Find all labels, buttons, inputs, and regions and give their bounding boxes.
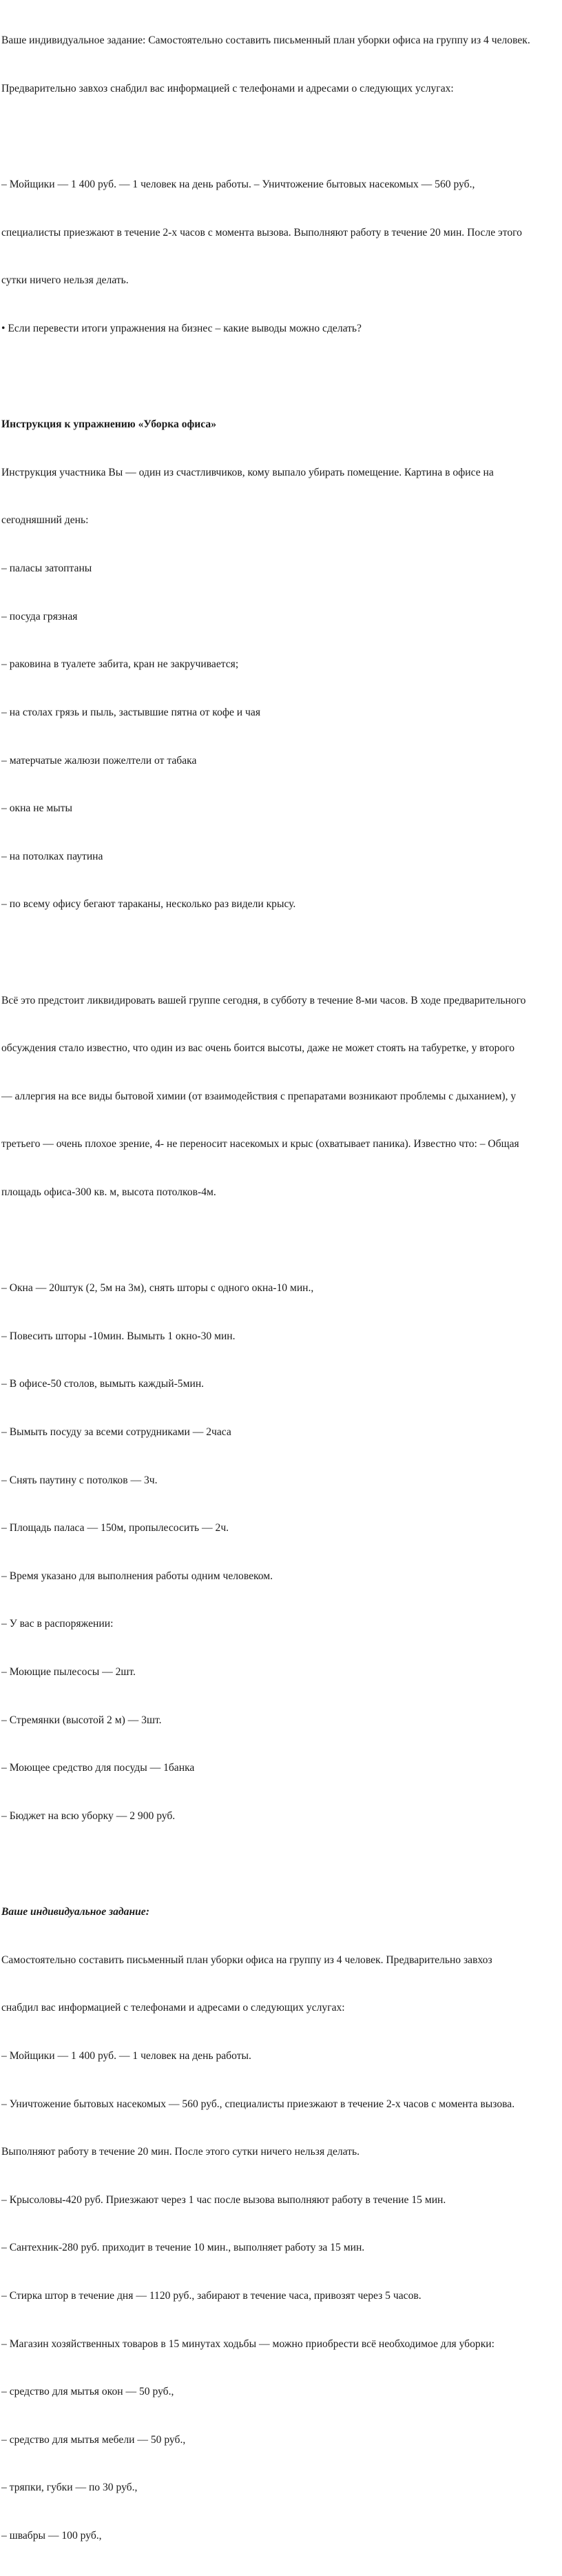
condition-item: – Стремянки (высотой 2 м) — 3шт. — [1, 1714, 162, 1726]
paragraph-gap — [1, 1856, 558, 1872]
service-item: Выполняют работу в течение 20 мин. После этого сутки ничего нельзя делать. — [1, 2146, 360, 2158]
service-item: – Сантехник-280 руб. приходит в течение 10 мин., выполняет работу за 15 мин. — [1, 2242, 365, 2254]
paragraph-gap — [1, 944, 558, 960]
business-question-line: • Если перевести итоги упражнения на бизнес – какие выводы можно сделать? — [1, 323, 362, 335]
task-line: снабдил вас информацией с телефонами и адресами о следующих услугах: — [1, 2002, 345, 2014]
paragraph-gap — [1, 129, 558, 145]
condition-item: – Повесить шторы -10мин. Вымыть 1 окно-30 мин. — [1, 1330, 236, 1342]
condition-item: – Бюджет на всю уборку — 2 900 руб. — [1, 1809, 176, 1822]
condition-item: – У вас в распоряжении: — [1, 1618, 114, 1630]
intro-paragraph — [1, 1, 558, 129]
situation-line: — аллергия на все виды бытовой химии (от взаимодействия с препаратами возникают проблемы с дыханием), у — [1, 1090, 517, 1102]
condition-item: – Площадь паласа — 150м, пропылесосить — 2ч. — [1, 1522, 229, 1534]
condition-item: – Моющие пылесосы — 2шт. — [1, 1666, 136, 1679]
services-summary-line: сутки ничего нельзя делать. — [1, 274, 129, 287]
condition-item: – В офисе-50 столов, вымыть каждый-5мин. — [1, 1378, 205, 1390]
office-condition-item: – матерчатые жалюзи пожелтели от табака — [1, 754, 197, 767]
instruction-section — [1, 385, 558, 944]
task-heading: Ваше индивидуальное задание: — [1, 1906, 149, 1918]
task-section — [1, 1872, 558, 2576]
office-condition-item: – раковина в туалете забита, кран не закручивается; — [1, 658, 239, 671]
intro-line: Ваше индивидуальное задание: Самостоятельно составить письменный план уборки офиса на группу из 4 человек. — [1, 34, 530, 47]
services-summary-paragraph — [1, 145, 558, 369]
condition-item: – Снять паутину с потолков — 3ч. — [1, 1474, 158, 1486]
office-condition-item: – по всему офису бегают тараканы, несколько раз видели крысу. — [1, 898, 296, 911]
office-condition-item: – окна не мыты — [1, 802, 73, 815]
instruction-heading: Инструкция к упражнению «Уборка офиса» — [1, 418, 216, 431]
conditions-list — [1, 1248, 558, 1856]
service-item: – Крысоловы-420 руб. Приезжают через 1 час после вызова выполняют работу в течение 15 мин. — [1, 2193, 446, 2206]
instruction-line: Инструкция участника Вы — один из счастливчиков, кому выпало убирать помещение. Картина в офисе на — [1, 466, 494, 478]
service-item: – Стирка штор в течение дня — 1120 руб., забирают в течение часа, привозят через 5 часов. — [1, 2289, 422, 2302]
task-line: Самостоятельно составить письменный план уборки офиса на группу из 4 человек. Предварительно завхоз — [1, 1954, 492, 1966]
office-condition-item: – паласы затоптаны — [1, 562, 92, 575]
shop-item: – средство для мытья мебели — 50 руб., — [1, 2433, 186, 2446]
service-item: – Магазин хозяйственных товаров в 15 минутах ходьбы — можно приобрести всё необходимое для уборки: — [1, 2337, 495, 2350]
office-condition-item: – посуда грязная — [1, 610, 78, 622]
situation-line: обсуждения стало известно, что один из вас очень боится высоты, даже не может стоять на табуретке, у второго — [1, 1042, 515, 1055]
situation-line: площадь офиса-300 кв. м, высота потолков-4м. — [1, 1186, 216, 1198]
intro-line: Предварительно завхоз снабдил вас информацией с телефонами и адресами о следующих услугах: — [1, 83, 454, 95]
paragraph-gap — [1, 1233, 558, 1248]
paragraph-gap — [1, 369, 558, 385]
condition-item: – Вымыть посуду за всеми сотрудниками — 2часа — [1, 1426, 231, 1439]
office-condition-item: – на столах грязь и пыль, застывшие пятна от кофе и чая — [1, 706, 260, 718]
office-condition-item: – на потолках паутина — [1, 850, 103, 862]
services-summary-line: – Мойщики — 1 400 руб. — 1 человек на день работы. – Уничтожение бытовых насекомых — 560 руб., — [1, 179, 475, 191]
service-item: – Уничтожение бытовых насекомых — 560 руб., специалисты приезжают в течение 2-х часов с момента вызова. — [1, 2098, 515, 2110]
condition-item: – Окна — 20штук (2, 5м на 3м), снять шторы с одного окна-10 мин., — [1, 1282, 314, 1295]
situation-line: третьего — очень плохое зрение, 4- не переносит насекомых и крыс (охватывает паника). Известно что: – Общая — [1, 1138, 519, 1150]
situation-paragraph — [1, 960, 558, 1232]
situation-line: Всё это предстоит ликвидировать вашей группе сегодня, в субботу в течение 8-ми часов. В ходе предварительного — [1, 994, 526, 1006]
services-summary-line: специалисты приезжают в течение 2-х часов с момента вызова. Выполняют работу в течение 20 мин. После этого — [1, 226, 522, 239]
instruction-line: сегодняшний день: — [1, 514, 89, 527]
condition-item: – Моющее средство для посуды — 1банка — [1, 1762, 195, 1774]
shop-item: – средство для мытья окон — 50 руб., — [1, 2386, 174, 2398]
condition-item: – Время указано для выполнения работы одним человеком. — [1, 1570, 273, 1582]
shop-item: – тряпки, губки — по 30 руб., — [1, 2482, 138, 2494]
service-item: – Мойщики — 1 400 руб. — 1 человек на день работы. — [1, 2049, 251, 2062]
shop-item: – швабры — 100 руб., — [1, 2530, 102, 2542]
